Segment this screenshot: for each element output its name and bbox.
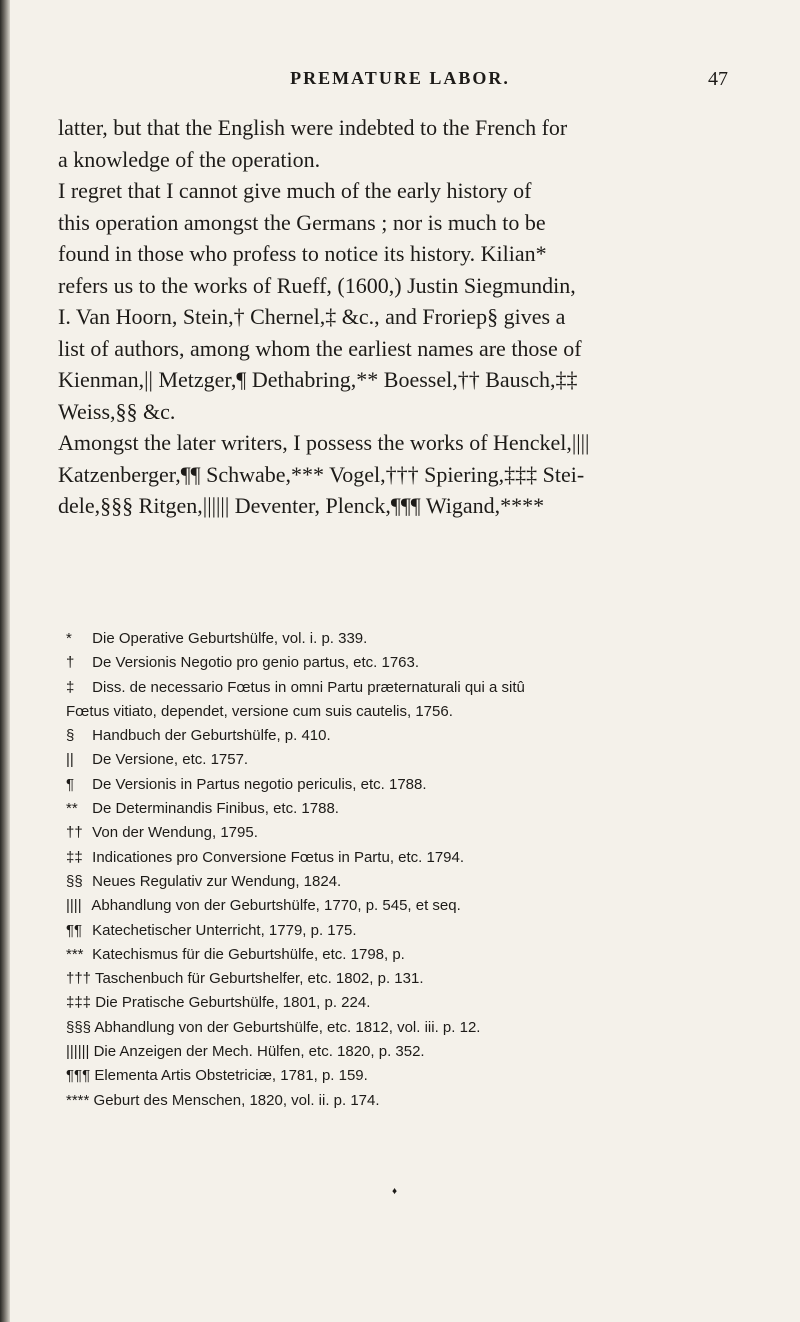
footnote-mark: §§§ bbox=[66, 1018, 92, 1036]
footnote-text: Neues Regulativ zur Wendung, 1824. bbox=[92, 872, 342, 890]
footnote-text: De Determinandis Finibus, etc. 1788. bbox=[92, 800, 339, 818]
footnote bbox=[66, 1040, 766, 1064]
body-line: dele,§§§ Ritgen,|||||| Deventer, Plenck,¶¶¶ Wigand,**** bbox=[58, 493, 545, 518]
footnote bbox=[66, 724, 766, 748]
footnote-continuation bbox=[66, 700, 766, 724]
footnote-text: De Versionis in Partus negotio periculis, etc. 1788. bbox=[92, 775, 427, 793]
page-number: 47 bbox=[708, 68, 728, 90]
footnote bbox=[66, 1016, 766, 1040]
page-header bbox=[0, 68, 800, 98]
footnote-mark: ¶¶ bbox=[66, 921, 83, 939]
footnote-mark: ‡‡ bbox=[66, 848, 83, 866]
footnote bbox=[66, 748, 766, 772]
footnote-text: Geburt des Menschen, 1820, vol. ii. p. 174. bbox=[93, 1091, 380, 1109]
footnote-text: Abhandlung von der Geburtshülfe, 1770, p. 545, et seq. bbox=[91, 897, 461, 915]
footnote-text: Fœtus vitiato, dependet, versione cum suis cautelis, 1756. bbox=[66, 702, 453, 720]
footnote-text: Von der Wendung, 1795. bbox=[92, 824, 258, 842]
body-line: I. Van Hoorn, Stein,† Chernel,‡ &c., and Froriep§ gives a bbox=[58, 304, 566, 329]
footnote bbox=[66, 991, 766, 1015]
body-line: Kienman,|| Metzger,¶ Dethabring,** Boessel,†† Bausch,‡‡ bbox=[58, 367, 578, 392]
ornament-diamond-icon: ♦ bbox=[392, 1186, 398, 1197]
footnote bbox=[66, 870, 766, 894]
body-line: Weiss,§§ &c. bbox=[58, 398, 176, 424]
footnotes bbox=[66, 627, 766, 1113]
footnote-text: Diss. de necessario Fœtus in omni Partu præternaturali qui a sitû bbox=[92, 678, 525, 696]
footnote-mark: ¶¶¶ bbox=[66, 1067, 91, 1085]
body-line: a knowledge of the operation. bbox=[58, 146, 321, 172]
body-line: found in those who profess to notice its history. Kilian* bbox=[58, 241, 547, 266]
footnote-mark: * bbox=[66, 630, 72, 647]
footnote-text: Katechismus für die Geburtshülfe, etc. 1798, p. bbox=[92, 945, 405, 963]
footnote-mark: ** bbox=[66, 800, 78, 818]
footnote-mark: † bbox=[66, 654, 75, 672]
body-line: I regret that I cannot give much of the early history of bbox=[58, 178, 532, 203]
footnote-text: Taschenbuch für Geburtshelfer, etc. 1802, p. 131. bbox=[94, 970, 424, 988]
footnote-mark: **** bbox=[66, 1091, 90, 1109]
footnote bbox=[66, 821, 766, 845]
footnote-mark: †† bbox=[66, 824, 83, 842]
footnote bbox=[66, 1089, 766, 1113]
footnote bbox=[66, 676, 766, 700]
body-line: Katzenberger,¶¶ Schwabe,*** Vogel,††† Spiering,‡‡‡ Stei- bbox=[58, 461, 585, 487]
footnote-text: Die Pratische Geburtshülfe, 1801, p. 224. bbox=[95, 994, 371, 1012]
footnote-text: Die Anzeigen der Mech. Hülfen, etc. 1820, p. 352. bbox=[93, 1043, 425, 1061]
footnote bbox=[66, 919, 766, 943]
footnote-mark: §§ bbox=[66, 872, 83, 890]
footnote bbox=[66, 967, 766, 991]
footnote bbox=[66, 846, 766, 870]
footnote-mark: |||| bbox=[66, 897, 82, 915]
body-line: refers us to the works of Rueff, (1600,) Justin Siegmundin, bbox=[58, 272, 576, 298]
running-head: PREMATURE LABOR. bbox=[290, 68, 510, 88]
footnote-mark: ‡‡‡ bbox=[66, 994, 92, 1012]
footnote bbox=[66, 943, 766, 967]
body-line: list of authors, among whom the earliest names are those of bbox=[58, 335, 582, 361]
body-line: this operation amongst the Germans ; nor is much to be bbox=[58, 209, 546, 235]
body-line: latter, but that the English were indebted to the French for bbox=[58, 115, 568, 140]
footnote-mark: |||||| bbox=[66, 1043, 90, 1061]
footnote bbox=[66, 894, 766, 918]
footnote-mark: ¶ bbox=[66, 775, 75, 793]
footnote-text: Abhandlung von der Geburtshülfe, etc. 1812, vol. iii. p. 12. bbox=[94, 1018, 481, 1036]
footnote-text: Handbuch der Geburtshülfe, p. 410. bbox=[92, 727, 331, 745]
footnote bbox=[66, 1064, 766, 1088]
footnote-mark: ‡ bbox=[66, 678, 75, 696]
footnote-text: De Versionis Negotio pro genio partus, etc. 1763. bbox=[92, 654, 420, 672]
footnote-text: Indicationes pro Conversione Fœtus in Partu, etc. 1794. bbox=[92, 848, 465, 866]
footnote bbox=[66, 797, 766, 821]
footnote bbox=[66, 651, 766, 675]
footnote-mark: § bbox=[66, 727, 75, 745]
footnote bbox=[66, 773, 766, 797]
footnote-text: Katechetischer Unterricht, 1779, p. 175. bbox=[92, 921, 357, 939]
footnote-text: De Versione, etc. 1757. bbox=[92, 751, 249, 769]
footnote-mark: *** bbox=[66, 945, 84, 963]
footnote-text: Elementa Artis Obstetriciæ, 1781, p. 159. bbox=[94, 1067, 368, 1085]
footnote-text: Die Operative Geburtshülfe, vol. i. p. 339. bbox=[92, 630, 368, 647]
footnote-mark: ††† bbox=[66, 970, 92, 988]
footnote-mark: || bbox=[66, 751, 74, 769]
body-text bbox=[58, 112, 768, 522]
page-spine-edge bbox=[0, 0, 10, 1322]
body-line: Amongst the later writers, I possess the works of Henckel,|||| bbox=[58, 430, 590, 455]
footnote bbox=[66, 627, 766, 651]
